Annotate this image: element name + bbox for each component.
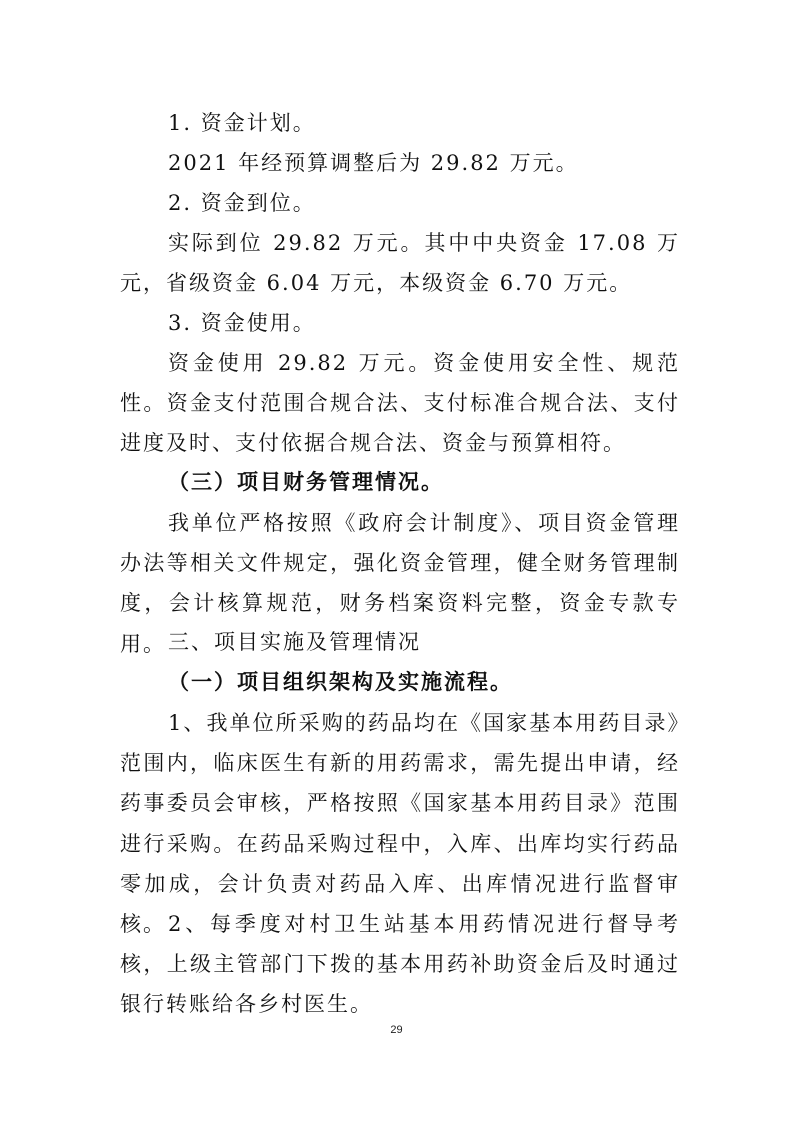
item-funding-plan-heading: 1. 资金计划。	[168, 111, 316, 135]
item-funding-use-text: 资金使用 29.82 万元。资金使用安全性、规范性。资金支付范围合规合法、支付标准合规合法、支付进度及时、支付依据合规合法、资金与预算相符。	[120, 351, 680, 456]
subsection-financial-management: （三）项目财务管理情况。	[168, 470, 444, 494]
item-quarterly-assessment-text: 2、每季度对村卫生站基本用药情况进行督导考核，上级主管部门下拨的基本用药补助资金后及时通过银行转账给各乡村医生。	[120, 912, 680, 1017]
item-financial-management-text: 我单位严格按照《政府会计制度》、项目资金管理办法等相关文件规定，强化资金管理，健全财务管理制度，会计核算规范，财务档案资料完整，资金专款专用。	[120, 511, 680, 656]
item-funding-plan-text: 2021 年经预算调整后为 29.82 万元。	[168, 151, 579, 175]
item-funding-arrival-heading: 2. 资金到位。	[168, 191, 316, 215]
page-number: 29	[390, 1024, 403, 1036]
section-project-implementation: 三、项目实施及管理情况	[168, 630, 421, 654]
item-procurement-text: 1、我单位所采购的药品均在《国家基本用药目录》范围内，临床医生有新的用药需求，需先提出申请，经药事委员会审核，严格按照《国家基本用药目录》范围进行采购。在药品采购过程中，入库、出库均实行药品零加成，会计负责对药品入库、出库情况进行监督审核。	[120, 711, 680, 937]
subsection-organization: （一）项目组织架构及实施流程。	[168, 670, 513, 694]
item-funding-use-heading: 3. 资金使用。	[168, 311, 316, 335]
item-funding-arrival-text: 实际到位 29.82 万元。其中中央资金 17.08 万元，省级资金 6.04 万元，本级资金 6.70 万元。	[120, 231, 680, 296]
